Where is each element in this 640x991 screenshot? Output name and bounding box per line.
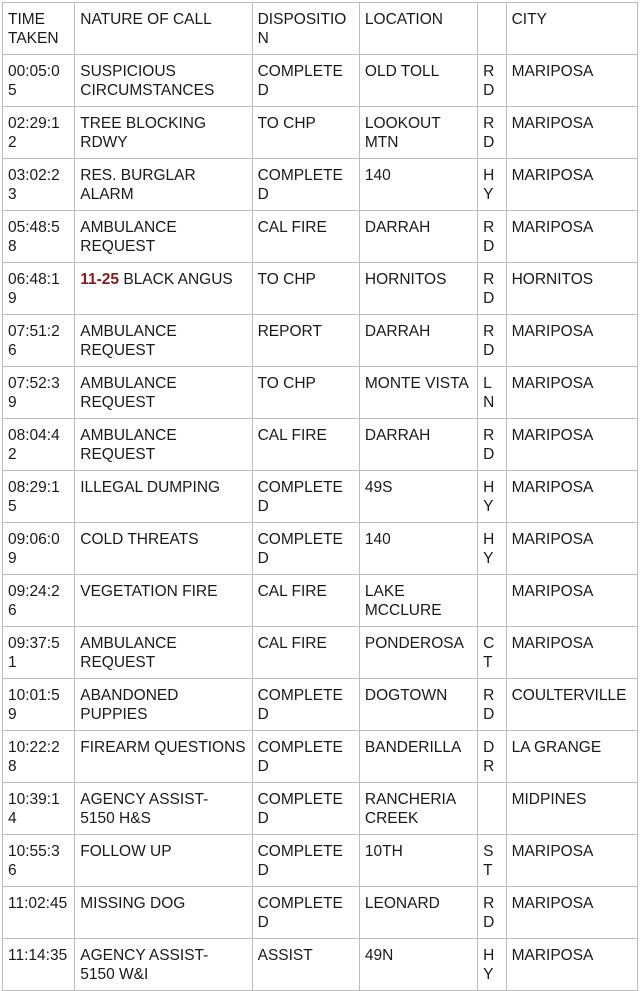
table-row: [3, 939, 638, 991]
time-cell: 09:24:26: [3, 575, 75, 627]
suffix-cell: RD: [478, 419, 506, 471]
disposition-cell: COMPLETED: [252, 783, 359, 835]
suffix-cell: HY: [478, 939, 506, 991]
nature-cell: [75, 107, 252, 159]
nature-cell: [75, 471, 252, 523]
suffix-cell: RD: [478, 263, 506, 315]
time-cell: 07:52:39: [3, 367, 75, 419]
nature-cell: [75, 627, 252, 679]
location-cell: LEONARD: [359, 887, 477, 939]
time-cell: 08:04:42: [3, 419, 75, 471]
nature-text: AMBULANCE REQUEST: [80, 427, 177, 463]
nature-cell: [75, 315, 252, 367]
time-cell: 10:01:59: [3, 679, 75, 731]
location-cell: MONTE VISTA: [359, 367, 477, 419]
city-cell: MARIPOSA: [506, 55, 637, 107]
header-suffix: [478, 3, 506, 55]
table-row: [3, 575, 638, 627]
call-rows: [3, 55, 638, 991]
location-cell: 140: [359, 159, 477, 211]
time-cell: 02:29:12: [3, 107, 75, 159]
table-row: [3, 835, 638, 887]
suffix-cell: RD: [478, 887, 506, 939]
disposition-cell: COMPLETED: [252, 55, 359, 107]
time-cell: 11:14:35: [3, 939, 75, 991]
table-row: [3, 107, 638, 159]
table-row: [3, 419, 638, 471]
suffix-cell: DR: [478, 731, 506, 783]
table-row: [3, 55, 638, 107]
location-cell: DARRAH: [359, 419, 477, 471]
suffix-cell: CT: [478, 627, 506, 679]
city-cell: MARIPOSA: [506, 575, 637, 627]
table-row: [3, 315, 638, 367]
nature-cell: [75, 211, 252, 263]
table-row: [3, 523, 638, 575]
city-cell: MARIPOSA: [506, 523, 637, 575]
header-city: CITY: [506, 3, 637, 55]
location-cell: 49N: [359, 939, 477, 991]
location-cell: DARRAH: [359, 211, 477, 263]
nature-text: FIREARM QUESTIONS: [80, 739, 246, 756]
time-cell: 00:05:05: [3, 55, 75, 107]
city-cell: MARIPOSA: [506, 315, 637, 367]
disposition-cell: COMPLETED: [252, 471, 359, 523]
location-cell: OLD TOLL: [359, 55, 477, 107]
nature-text: ILLEGAL DUMPING: [80, 479, 221, 496]
table-row: [3, 627, 638, 679]
location-cell: LAKE MCCLURE: [359, 575, 477, 627]
nature-cell: [75, 679, 252, 731]
disposition-cell: COMPLETED: [252, 731, 359, 783]
disposition-cell: CAL FIRE: [252, 575, 359, 627]
nature-text: SUSPICIOUS CIRCUMSTANCES: [80, 63, 215, 99]
time-cell: 09:37:51: [3, 627, 75, 679]
location-cell: HORNITOS: [359, 263, 477, 315]
location-cell: DOGTOWN: [359, 679, 477, 731]
nature-cell: [75, 159, 252, 211]
city-cell: MARIPOSA: [506, 939, 637, 991]
nature-cell: [75, 575, 252, 627]
disposition-cell: COMPLETED: [252, 887, 359, 939]
nature-text: COLD THREATS: [80, 531, 199, 548]
city-cell: MARIPOSA: [506, 887, 637, 939]
nature-text: BLACK ANGUS: [119, 271, 233, 288]
location-cell: DARRAH: [359, 315, 477, 367]
header-row: [3, 3, 638, 55]
disposition-cell: COMPLETED: [252, 679, 359, 731]
city-cell: MARIPOSA: [506, 159, 637, 211]
header-disposition: DISPOSITION: [252, 3, 359, 55]
suffix-cell: HY: [478, 159, 506, 211]
table-row: [3, 159, 638, 211]
time-cell: 11:02:45: [3, 887, 75, 939]
disposition-cell: ASSIST: [252, 939, 359, 991]
nature-cell: [75, 835, 252, 887]
table-row: [3, 783, 638, 835]
suffix-cell: RD: [478, 315, 506, 367]
suffix-cell: RD: [478, 211, 506, 263]
disposition-cell: COMPLETED: [252, 835, 359, 887]
suffix-cell: [478, 575, 506, 627]
disposition-cell: CAL FIRE: [252, 419, 359, 471]
table-row: [3, 731, 638, 783]
suffix-cell: LN: [478, 367, 506, 419]
city-cell: MARIPOSA: [506, 835, 637, 887]
nature-cell: [75, 939, 252, 991]
city-cell: MIDPINES: [506, 783, 637, 835]
location-cell: BANDERILLA: [359, 731, 477, 783]
call-code: 11-25: [80, 271, 120, 288]
location-cell: 49S: [359, 471, 477, 523]
disposition-cell: CAL FIRE: [252, 211, 359, 263]
city-cell: MARIPOSA: [506, 211, 637, 263]
disposition-cell: CAL FIRE: [252, 627, 359, 679]
nature-text: AGENCY ASSIST- 5150 W&I: [80, 947, 209, 983]
header-nature: NATURE OF CALL: [75, 3, 252, 55]
city-cell: MARIPOSA: [506, 367, 637, 419]
table-row: [3, 471, 638, 523]
nature-text: AMBULANCE REQUEST: [80, 375, 177, 411]
disposition-cell: TO CHP: [252, 367, 359, 419]
nature-text: VEGETATION FIRE: [80, 583, 218, 600]
city-cell: MARIPOSA: [506, 419, 637, 471]
time-cell: 07:51:26: [3, 315, 75, 367]
suffix-cell: RD: [478, 55, 506, 107]
suffix-cell: HY: [478, 471, 506, 523]
nature-cell: [75, 263, 252, 315]
location-cell: PONDEROSA: [359, 627, 477, 679]
disposition-cell: TO CHP: [252, 107, 359, 159]
time-cell: 08:29:15: [3, 471, 75, 523]
table-row: [3, 367, 638, 419]
call-log-table: [2, 2, 638, 991]
suffix-cell: RD: [478, 107, 506, 159]
disposition-cell: COMPLETED: [252, 523, 359, 575]
time-cell: 05:48:58: [3, 211, 75, 263]
nature-text: AMBULANCE REQUEST: [80, 323, 177, 359]
nature-cell: [75, 419, 252, 471]
time-cell: 10:55:36: [3, 835, 75, 887]
header-location: LOCATION: [359, 3, 477, 55]
city-cell: COULTERVILLE: [506, 679, 637, 731]
time-cell: 10:22:28: [3, 731, 75, 783]
suffix-cell: HY: [478, 523, 506, 575]
city-cell: HORNITOS: [506, 263, 637, 315]
time-cell: 10:39:14: [3, 783, 75, 835]
location-cell: 140: [359, 523, 477, 575]
nature-cell: [75, 367, 252, 419]
table-row: [3, 211, 638, 263]
disposition-cell: TO CHP: [252, 263, 359, 315]
time-cell: 09:06:09: [3, 523, 75, 575]
location-cell: 10TH: [359, 835, 477, 887]
city-cell: MARIPOSA: [506, 627, 637, 679]
nature-text: TREE BLOCKING RDWY: [80, 115, 206, 151]
suffix-cell: ST: [478, 835, 506, 887]
disposition-cell: COMPLETED: [252, 159, 359, 211]
nature-text: ABANDONED PUPPIES: [80, 687, 179, 723]
suffix-cell: RD: [478, 679, 506, 731]
time-cell: 03:02:23: [3, 159, 75, 211]
table-row: [3, 679, 638, 731]
nature-cell: [75, 55, 252, 107]
nature-text: AGENCY ASSIST- 5150 H&S: [80, 791, 209, 827]
city-cell: MARIPOSA: [506, 471, 637, 523]
location-cell: RANCHERIA CREEK: [359, 783, 477, 835]
disposition-cell: REPORT: [252, 315, 359, 367]
location-cell: LOOKOUT MTN: [359, 107, 477, 159]
time-cell: 06:48:19: [3, 263, 75, 315]
table-row: [3, 263, 638, 315]
table-row: [3, 887, 638, 939]
nature-cell: [75, 887, 252, 939]
city-cell: MARIPOSA: [506, 107, 637, 159]
nature-cell: [75, 783, 252, 835]
nature-cell: [75, 731, 252, 783]
city-cell: LA GRANGE: [506, 731, 637, 783]
nature-text: MISSING DOG: [80, 895, 186, 912]
nature-text: RES. BURGLAR ALARM: [80, 167, 196, 203]
nature-cell: [75, 523, 252, 575]
header-time: TIME TAKEN: [3, 3, 75, 55]
nature-text: AMBULANCE REQUEST: [80, 219, 177, 255]
nature-text: FOLLOW UP: [80, 843, 172, 860]
suffix-cell: [478, 783, 506, 835]
nature-text: AMBULANCE REQUEST: [80, 635, 177, 671]
